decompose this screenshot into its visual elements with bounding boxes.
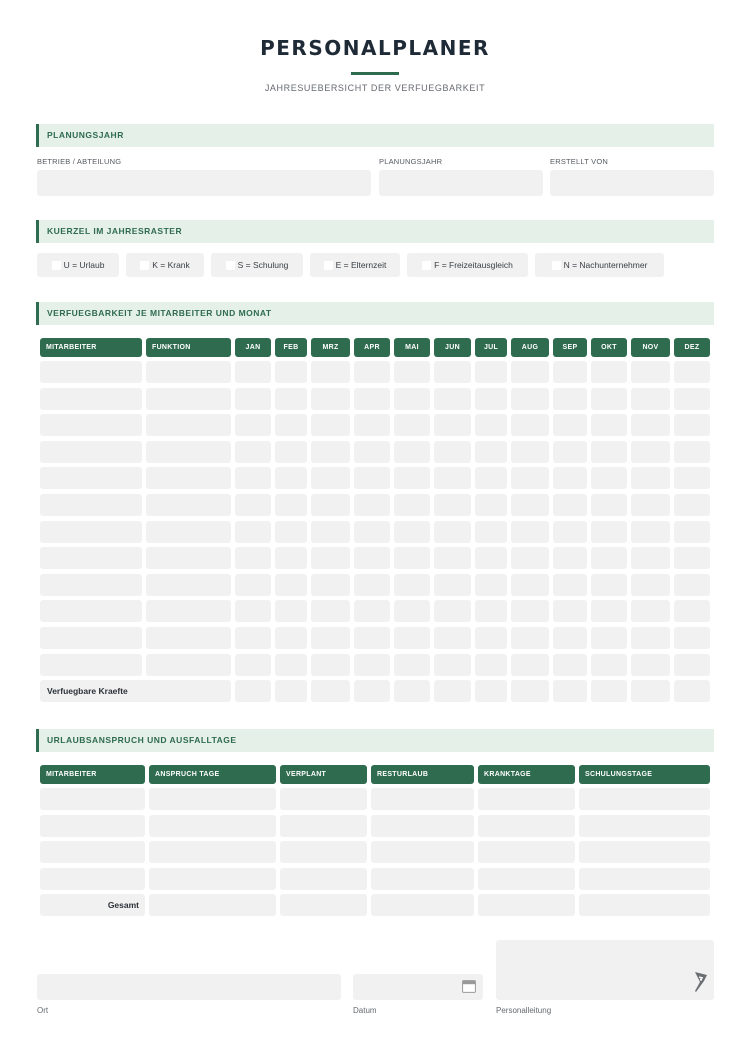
availability-cell[interactable]: [354, 521, 390, 543]
section-planning-header: [36, 124, 714, 147]
availability-cell[interactable]: [235, 388, 271, 410]
availability-cell[interactable]: [631, 654, 670, 676]
availability-col-header: AUG: [511, 338, 549, 357]
availability-cell[interactable]: [146, 414, 231, 436]
vacation-cell[interactable]: [579, 894, 710, 916]
availability-cell[interactable]: [674, 441, 710, 463]
availability-cell[interactable]: [674, 547, 710, 569]
availability-cell[interactable]: [475, 388, 507, 410]
availability-cell[interactable]: [434, 361, 471, 383]
legend-item-urlaub[interactable]: [37, 253, 119, 277]
availability-cell[interactable]: [146, 547, 231, 569]
availability-cell[interactable]: [434, 388, 471, 410]
availability-cell[interactable]: [591, 414, 627, 436]
planning-year-field[interactable]: [379, 170, 543, 196]
availability-cell[interactable]: [591, 627, 627, 649]
availability-cell[interactable]: [475, 361, 507, 383]
availability-cell[interactable]: [275, 680, 307, 702]
availability-cell[interactable]: [235, 494, 271, 516]
vacation-cell[interactable]: [478, 788, 575, 810]
legend-item-krank[interactable]: [126, 253, 204, 277]
vacation-summary-label: Gesamt: [107, 900, 139, 910]
availability-cell[interactable]: [354, 574, 390, 596]
availability-cell[interactable]: [511, 654, 549, 676]
availability-cell[interactable]: [311, 600, 350, 622]
availability-cell[interactable]: [674, 361, 710, 383]
availability-cell[interactable]: [40, 654, 142, 676]
availability-cell[interactable]: [591, 680, 627, 702]
availability-cell[interactable]: [235, 521, 271, 543]
legend-item-label: K = Krank: [152, 260, 190, 270]
availability-cell[interactable]: [394, 600, 430, 622]
availability-cell[interactable]: [511, 361, 549, 383]
availability-cell[interactable]: [553, 600, 587, 622]
signature-field[interactable]: [496, 940, 714, 1000]
created-by-field-label: ERSTELLT VON: [550, 157, 608, 166]
section-legend-header: [36, 220, 714, 243]
vacation-cell[interactable]: [280, 788, 367, 810]
availability-cell[interactable]: [275, 521, 307, 543]
availability-cell[interactable]: [475, 654, 507, 676]
availability-cell[interactable]: [235, 467, 271, 489]
availability-cell[interactable]: [475, 574, 507, 596]
legend-item-label: S = Schulung: [237, 260, 289, 270]
availability-cell[interactable]: [311, 441, 350, 463]
vacation-col-header: MITARBEITER: [40, 765, 145, 784]
availability-cell[interactable]: [475, 467, 507, 489]
availability-cell[interactable]: [434, 547, 471, 569]
vacation-cell[interactable]: [280, 868, 367, 890]
availability-cell[interactable]: [591, 547, 627, 569]
availability-cell[interactable]: [475, 494, 507, 516]
availability-cell[interactable]: [475, 414, 507, 436]
availability-cell[interactable]: [394, 654, 430, 676]
availability-col-header: FEB: [275, 338, 307, 357]
availability-cell[interactable]: [275, 547, 307, 569]
availability-cell[interactable]: [475, 627, 507, 649]
legend-checkbox[interactable]: [552, 261, 561, 270]
availability-cell[interactable]: [631, 574, 670, 596]
availability-cell[interactable]: [631, 361, 670, 383]
availability-cell[interactable]: [591, 494, 627, 516]
availability-cell[interactable]: [394, 388, 430, 410]
availability-cell[interactable]: [553, 414, 587, 436]
availability-cell[interactable]: [553, 627, 587, 649]
availability-cell[interactable]: [553, 680, 587, 702]
vacation-col-header: ANSPRUCH TAGE: [149, 765, 276, 784]
availability-cell[interactable]: [591, 361, 627, 383]
availability-cell[interactable]: [311, 494, 350, 516]
availability-cell[interactable]: [394, 521, 430, 543]
page-header: [0, 36, 750, 93]
availability-cell[interactable]: [354, 494, 390, 516]
availability-col-header: MRZ: [311, 338, 350, 357]
availability-cell[interactable]: [511, 574, 549, 596]
availability-cell[interactable]: [511, 547, 549, 569]
availability-cell[interactable]: [354, 654, 390, 676]
availability-cell[interactable]: [434, 600, 471, 622]
page-title: PERSONALPLANER: [260, 36, 490, 60]
vacation-cell[interactable]: [40, 868, 145, 890]
availability-cell[interactable]: [674, 521, 710, 543]
availability-cell[interactable]: [235, 547, 271, 569]
vacation-col-header: SCHULUNGSTAGE: [579, 765, 710, 784]
section-availability-header: [36, 302, 714, 325]
vacation-cell[interactable]: [149, 868, 276, 890]
availability-cell[interactable]: [235, 361, 271, 383]
availability-cell[interactable]: [511, 467, 549, 489]
availability-cell[interactable]: [40, 494, 142, 516]
availability-cell[interactable]: [394, 361, 430, 383]
availability-col-header: SEP: [553, 338, 587, 357]
availability-cell[interactable]: [475, 547, 507, 569]
availability-cell[interactable]: [591, 388, 627, 410]
legend-item-elternzeit[interactable]: [310, 253, 400, 277]
availability-cell[interactable]: [40, 627, 142, 649]
availability-cell[interactable]: [235, 414, 271, 436]
availability-cell[interactable]: [40, 467, 142, 489]
availability-cell[interactable]: [275, 627, 307, 649]
availability-cell[interactable]: [354, 361, 390, 383]
section-legend-title: KUERZEL IM JAHRESRASTER: [47, 226, 183, 236]
availability-cell[interactable]: [311, 547, 350, 569]
legend-item-label: E = Elternzeit: [335, 260, 387, 270]
availability-cell[interactable]: [146, 467, 231, 489]
legend-checkbox[interactable]: [140, 261, 149, 270]
availability-cell[interactable]: [311, 654, 350, 676]
availability-cell[interactable]: [354, 441, 390, 463]
availability-cell[interactable]: [146, 600, 231, 622]
availability-cell[interactable]: [631, 494, 670, 516]
availability-cell[interactable]: [511, 494, 549, 516]
availability-col-header: DEZ: [674, 338, 710, 357]
availability-cell[interactable]: [553, 441, 587, 463]
availability-cell[interactable]: [146, 441, 231, 463]
availability-cell[interactable]: [354, 547, 390, 569]
availability-cell[interactable]: [275, 361, 307, 383]
availability-cell[interactable]: [146, 494, 231, 516]
availability-cell[interactable]: [434, 467, 471, 489]
vacation-cell[interactable]: [478, 894, 575, 916]
availability-col-header: JUN: [434, 338, 471, 357]
availability-cell[interactable]: [394, 414, 430, 436]
vacation-cell[interactable]: [579, 841, 710, 863]
availability-cell[interactable]: [275, 574, 307, 596]
availability-cell[interactable]: [511, 680, 549, 702]
vacation-cell[interactable]: [149, 894, 276, 916]
availability-cell[interactable]: [235, 627, 271, 649]
availability-cell[interactable]: [511, 388, 549, 410]
availability-cell[interactable]: [146, 654, 231, 676]
availability-cell[interactable]: [311, 388, 350, 410]
availability-col-header: JAN: [235, 338, 271, 357]
availability-cell[interactable]: [394, 441, 430, 463]
legend-item-schulung[interactable]: [211, 253, 303, 277]
availability-cell[interactable]: [235, 680, 271, 702]
availability-cell[interactable]: [674, 388, 710, 410]
availability-col-header: MITARBEITER: [40, 338, 142, 357]
availability-cell[interactable]: [511, 414, 549, 436]
availability-cell[interactable]: [434, 414, 471, 436]
availability-cell[interactable]: [511, 600, 549, 622]
availability-cell[interactable]: [674, 467, 710, 489]
availability-cell[interactable]: [311, 574, 350, 596]
availability-cell[interactable]: [275, 467, 307, 489]
availability-cell[interactable]: [354, 467, 390, 489]
availability-col-header: APR: [354, 338, 390, 357]
vacation-col-header: VERPLANT: [280, 765, 367, 784]
availability-cell[interactable]: [146, 574, 231, 596]
place-field[interactable]: [37, 974, 341, 1000]
availability-col-header: OKT: [591, 338, 627, 357]
availability-cell[interactable]: [591, 521, 627, 543]
availability-cell[interactable]: [275, 654, 307, 676]
availability-cell[interactable]: [553, 361, 587, 383]
availability-cell[interactable]: [40, 521, 142, 543]
legend-item-label: F = Freizeitausgleich: [434, 260, 513, 270]
availability-cell[interactable]: [591, 600, 627, 622]
legend-item-label: N = Nachunternehmer: [563, 260, 648, 270]
section-vacation-header: [36, 729, 714, 752]
availability-cell[interactable]: [275, 494, 307, 516]
availability-cell[interactable]: [354, 600, 390, 622]
pen-nib-icon: [692, 970, 710, 994]
availability-cell[interactable]: [511, 441, 549, 463]
availability-cell[interactable]: [553, 574, 587, 596]
availability-cell[interactable]: [511, 627, 549, 649]
availability-cell[interactable]: [275, 600, 307, 622]
vacation-cell[interactable]: [478, 841, 575, 863]
availability-cell[interactable]: [434, 627, 471, 649]
availability-cell[interactable]: [311, 627, 350, 649]
department-field[interactable]: [37, 170, 371, 196]
availability-cell[interactable]: [511, 521, 549, 543]
availability-cell[interactable]: [394, 494, 430, 516]
availability-cell[interactable]: [674, 627, 710, 649]
vacation-cell[interactable]: [371, 868, 474, 890]
availability-cell[interactable]: [394, 574, 430, 596]
availability-cell[interactable]: [674, 494, 710, 516]
page-subtitle: JAHRESUEBERSICHT DER VERFUEGBARKEIT: [264, 83, 486, 93]
place-label: Ort: [37, 1006, 49, 1015]
availability-cell[interactable]: [311, 680, 350, 702]
availability-cell[interactable]: [275, 441, 307, 463]
availability-cell[interactable]: [394, 627, 430, 649]
planning-year-field-label: PLANUNGSJAHR: [379, 157, 443, 166]
vacation-cell[interactable]: [371, 815, 474, 837]
availability-cell[interactable]: [591, 467, 627, 489]
availability-cell[interactable]: [235, 600, 271, 622]
signature-label: Personalleitung: [496, 1006, 552, 1015]
vacation-cell[interactable]: [579, 788, 710, 810]
availability-cell[interactable]: [631, 467, 670, 489]
availability-cell[interactable]: [631, 441, 670, 463]
availability-cell[interactable]: [146, 627, 231, 649]
vacation-col-header: RESTURLAUB: [371, 765, 474, 784]
availability-cell[interactable]: [40, 414, 142, 436]
availability-cell[interactable]: [394, 547, 430, 569]
availability-cell[interactable]: [631, 547, 670, 569]
availability-cell[interactable]: [311, 467, 350, 489]
availability-cell[interactable]: [394, 680, 430, 702]
availability-cell[interactable]: [674, 574, 710, 596]
section-planning-title: PLANUNGSJAHR: [47, 130, 124, 140]
availability-cell[interactable]: [434, 574, 471, 596]
availability-cell[interactable]: [475, 680, 507, 702]
availability-cell[interactable]: [631, 414, 670, 436]
availability-cell[interactable]: [434, 521, 471, 543]
availability-cell[interactable]: [394, 467, 430, 489]
title-accent-bar: [351, 72, 399, 75]
availability-cell[interactable]: [674, 680, 710, 702]
availability-cell[interactable]: [235, 441, 271, 463]
availability-cell[interactable]: [553, 547, 587, 569]
availability-cell[interactable]: [146, 388, 231, 410]
availability-cell[interactable]: [475, 521, 507, 543]
vacation-cell[interactable]: [478, 868, 575, 890]
availability-cell[interactable]: [40, 547, 142, 569]
availability-cell[interactable]: [40, 574, 142, 596]
availability-cell[interactable]: [553, 494, 587, 516]
vacation-cell[interactable]: [280, 841, 367, 863]
legend-checkbox[interactable]: [324, 261, 333, 270]
availability-cell[interactable]: [631, 521, 670, 543]
vacation-cell[interactable]: [371, 894, 474, 916]
created-by-field[interactable]: [550, 170, 714, 196]
legend-checkbox[interactable]: [52, 261, 61, 270]
legend-item-freizeitausgleich[interactable]: [407, 253, 528, 277]
vacation-cell[interactable]: [40, 815, 145, 837]
vacation-cell[interactable]: [579, 868, 710, 890]
availability-cell[interactable]: [275, 414, 307, 436]
vacation-cell[interactable]: [40, 788, 145, 810]
availability-cell[interactable]: [553, 521, 587, 543]
availability-cell[interactable]: [434, 680, 471, 702]
availability-cell[interactable]: [553, 654, 587, 676]
vacation-cell[interactable]: [478, 815, 575, 837]
vacation-cell[interactable]: [149, 815, 276, 837]
availability-cell[interactable]: [434, 494, 471, 516]
availability-cell[interactable]: [354, 388, 390, 410]
availability-cell[interactable]: [354, 414, 390, 436]
availability-cell[interactable]: [631, 388, 670, 410]
availability-cell[interactable]: [631, 627, 670, 649]
calendar-icon[interactable]: [462, 980, 476, 993]
vacation-cell[interactable]: [149, 788, 276, 810]
availability-cell[interactable]: [311, 414, 350, 436]
availability-col-header: MAI: [394, 338, 430, 357]
availability-cell[interactable]: [311, 521, 350, 543]
legend-item-label: U = Urlaub: [63, 260, 105, 270]
availability-cell[interactable]: [674, 654, 710, 676]
availability-cell[interactable]: [354, 627, 390, 649]
date-label: Datum: [353, 1006, 377, 1015]
legend-checkbox[interactable]: [226, 261, 235, 270]
availability-cell[interactable]: [631, 680, 670, 702]
availability-cell[interactable]: [275, 388, 307, 410]
availability-cell[interactable]: [553, 467, 587, 489]
availability-cell[interactable]: [40, 441, 142, 463]
availability-col-header: NOV: [631, 338, 670, 357]
availability-cell[interactable]: [674, 600, 710, 622]
availability-cell[interactable]: [40, 361, 142, 383]
legend-item-nachunternehmer[interactable]: [535, 253, 664, 277]
vacation-cell[interactable]: [280, 815, 367, 837]
availability-cell[interactable]: [674, 414, 710, 436]
vacation-cell[interactable]: [371, 788, 474, 810]
availability-cell[interactable]: [631, 600, 670, 622]
vacation-cell[interactable]: [579, 815, 710, 837]
section-vacation-title: URLAUBSANSPRUCH UND AUSFALLTAGE: [47, 735, 237, 745]
availability-cell[interactable]: [475, 600, 507, 622]
availability-cell[interactable]: [40, 388, 142, 410]
availability-col-header: FUNKTION: [146, 338, 231, 357]
availability-cell[interactable]: [146, 361, 231, 383]
availability-cell[interactable]: [146, 521, 231, 543]
department-field-label: BETRIEB / ABTEILUNG: [37, 157, 122, 166]
availability-cell[interactable]: [235, 574, 271, 596]
availability-cell[interactable]: [591, 654, 627, 676]
availability-cell[interactable]: [591, 441, 627, 463]
availability-cell[interactable]: [475, 441, 507, 463]
availability-cell[interactable]: [354, 680, 390, 702]
vacation-cell[interactable]: [149, 841, 276, 863]
availability-cell[interactable]: [235, 654, 271, 676]
section-availability-title: VERFUEGBARKEIT JE MITARBEITER UND MONAT: [47, 308, 272, 318]
availability-col-header: JUL: [475, 338, 507, 357]
availability-summary-label: Verfuegbare Kraefte: [47, 686, 128, 696]
availability-cell[interactable]: [434, 654, 471, 676]
availability-cell[interactable]: [311, 361, 350, 383]
availability-cell[interactable]: [591, 574, 627, 596]
availability-cell[interactable]: [434, 441, 471, 463]
vacation-col-header: KRANKTAGE: [478, 765, 575, 784]
vacation-cell[interactable]: [280, 894, 367, 916]
vacation-summary-row: [40, 894, 145, 916]
vacation-cell[interactable]: [40, 841, 145, 863]
vacation-cell[interactable]: [371, 841, 474, 863]
availability-cell[interactable]: [40, 600, 142, 622]
availability-cell[interactable]: [553, 388, 587, 410]
availability-summary-row: [40, 680, 231, 702]
date-field[interactable]: [353, 974, 483, 1000]
legend-checkbox[interactable]: [422, 261, 431, 270]
